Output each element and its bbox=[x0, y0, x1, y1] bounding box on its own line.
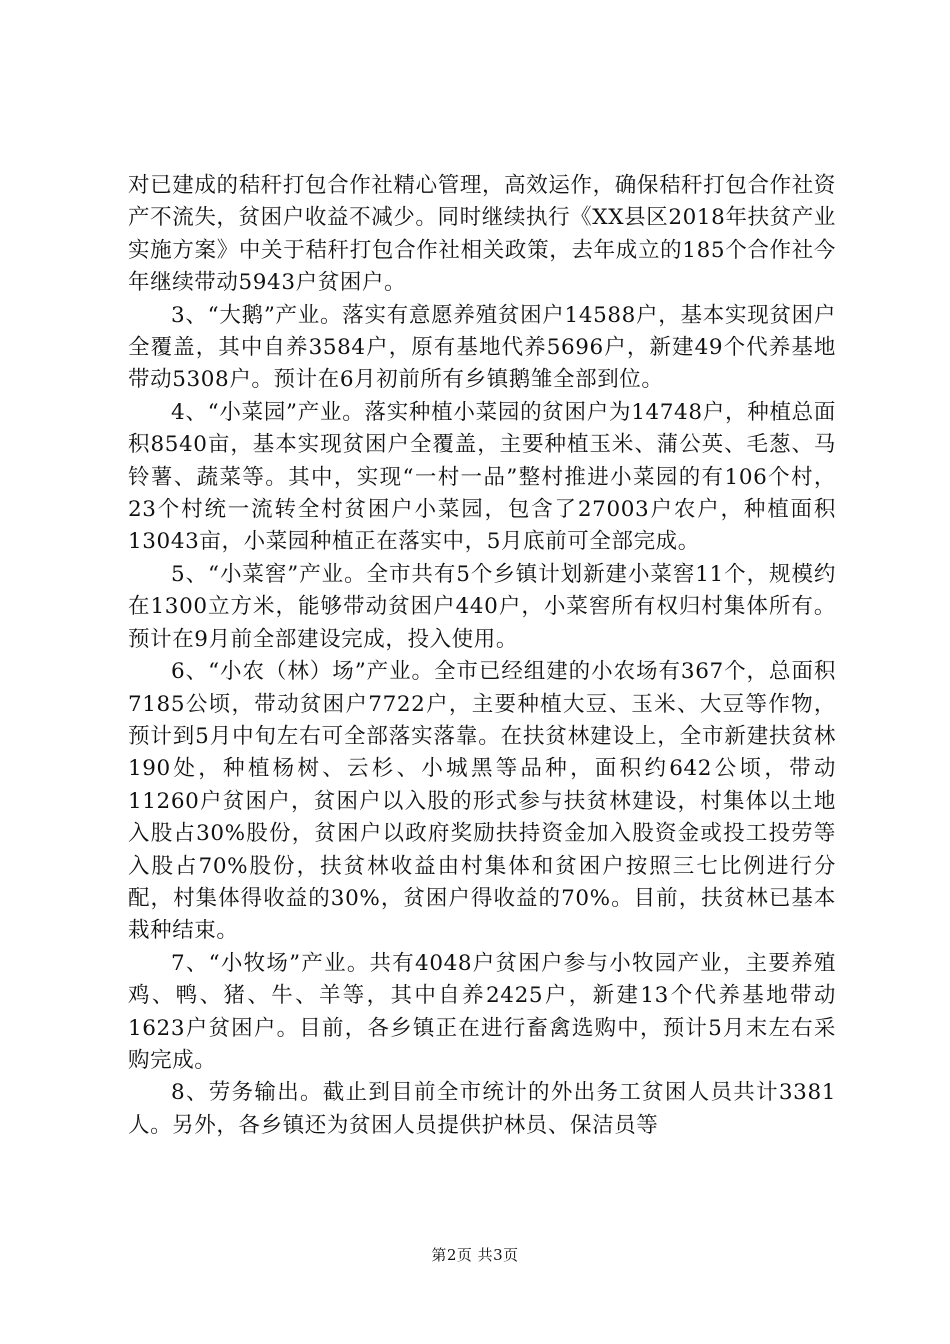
paragraph-small-farm-forest: 6、“小农（林）场”产业。全市已经组建的小农场有367个，总面积7185公顷，带动贫困户7722户，主要种植大豆、玉米、大豆等作物，预计到5月中旬左右可全部落实落靠。在扶贫林建设上，全市新建扶贫林190处，种植杨树、云杉、小城黑等品种，面积约642公顷，带动11260户贫困户，贫困户以入股的形式参与扶贫林建设，村集体以土地入股占30%股份，贫困户以政府奖励扶持资金加入股资金或投工投劳等入股占70%股份，扶贫林收益由村集体和贫困户按照三七比例进行分配，村集体得收益的30%，贫困户得收益的70%。目前，扶贫林已基本栽种结束。 bbox=[128, 659, 836, 944]
paragraph-vegetable-cellar: 5、“小菜窖”产业。全市共有5个乡镇计划新建小菜窖11个，规模约在1300立方米，能够带动贫困户440户，小菜窖所有权归村集体所有。预计在9月前全部建设完成，投入使用。 bbox=[128, 561, 836, 652]
paragraph-goose-industry: 3、“大鹅”产业。落实有意愿养殖贫困户14588户，基本实现贫困户全覆盖，其中自养3584户，原有基地代养5696户，新建49个代养基地带动5308户。预计在6月初前所有乡镇鹅雏全部到位。 bbox=[128, 302, 836, 393]
paragraph-vegetable-garden: 4、“小菜园”产业。落实种植小菜园的贫困户为14748户，种植总面积8540亩，基本实现贫困户全覆盖，主要种植玉米、蒲公英、毛葱、马铃薯、蔬菜等。其中，实现“一村一品”整村推进小菜园的有106个村，23个村统一流转全村贫困户小菜园，包含了27003户农户，种植面积13043亩，小菜园种植正在落实中，5月底前可全部完成。 bbox=[128, 399, 836, 555]
paragraph-continuation: 对已建成的秸秆打包合作社精心管理，高效运作，确保秸秆打包合作社资产不流失，贫困户收益不减少。同时继续执行《XX县区2018年扶贫产业实施方案》中关于秸秆打包合作社相关政策，去年成立的185个合作社今年继续带动5943户贫困户。 bbox=[128, 173, 836, 296]
document-body bbox=[128, 170, 836, 1142]
page-number-footer: 第2页 共3页 bbox=[431, 1246, 519, 1264]
paragraph-labor-export: 8、劳务输出。截止到目前全市统计的外出务工贫困人员共计3381人。另外，各乡镇还为贫困人员提供护林员、保洁员等 bbox=[128, 1080, 836, 1138]
paragraph-small-ranch: 7、“小牧场”产业。共有4048户贫困户参与小牧园产业，主要养殖鸡、鸭、猪、牛、羊等，其中自养2425户，新建13个代养基地带动1623户贫困户。目前，各乡镇正在进行畜禽选购中，预计5月末左右采购完成。 bbox=[128, 950, 836, 1073]
